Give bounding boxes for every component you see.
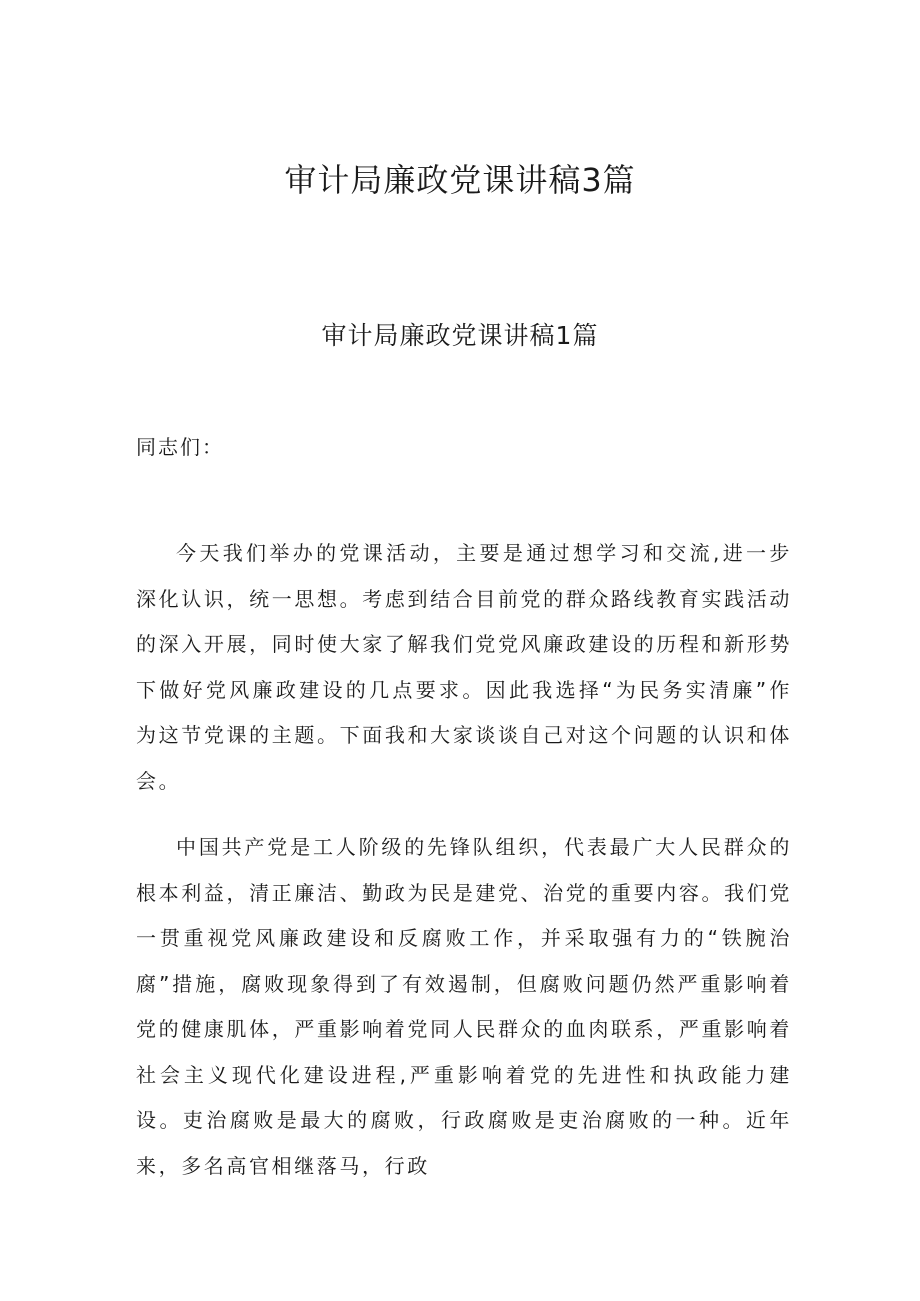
body-paragraph: 今天我们举办的党课活动，主要是通过想学习和交流,进一步深化认识，统一思想。考虑到结合目前党的群众路线教育实践活动的深入开展，同时使大家了解我们党党风廉政建设的历程和新形势下做好党风廉政建设的几点要求。因此我选择“为民务实清廉”作为这节党课的主题。下面我和大家谈谈自己对这个问题的认识和体会。 (136, 541, 792, 793)
section-title: 审计局廉政党课讲稿1篇 (321, 321, 599, 350)
salutation: 同志们： (136, 435, 224, 459)
document-title: 审计局廉政党课讲稿3篇 (284, 161, 636, 199)
body-paragraph: 中国共产党是工人阶级的先锋队组织，代表最广大人民群众的根本利益，清正廉洁、勤政为民是建党、治党的重要内容。我们党一贯重视党风廉政建设和反腐败工作，并采取强有力的“铁腕治腐”措施，腐败现象得到了有效遏制，但腐败问题仍然严重影响着党的健康肌体，严重影响着党同人民群众的血肉联系，严重影响着社会主义现代化建设进程,严重影响着党的先进性和执政能力建设。吏治腐败是最大的腐败，行政腐败是吏治腐败的一种。近年来，多名高官相继落马，行政 (136, 835, 792, 1178)
